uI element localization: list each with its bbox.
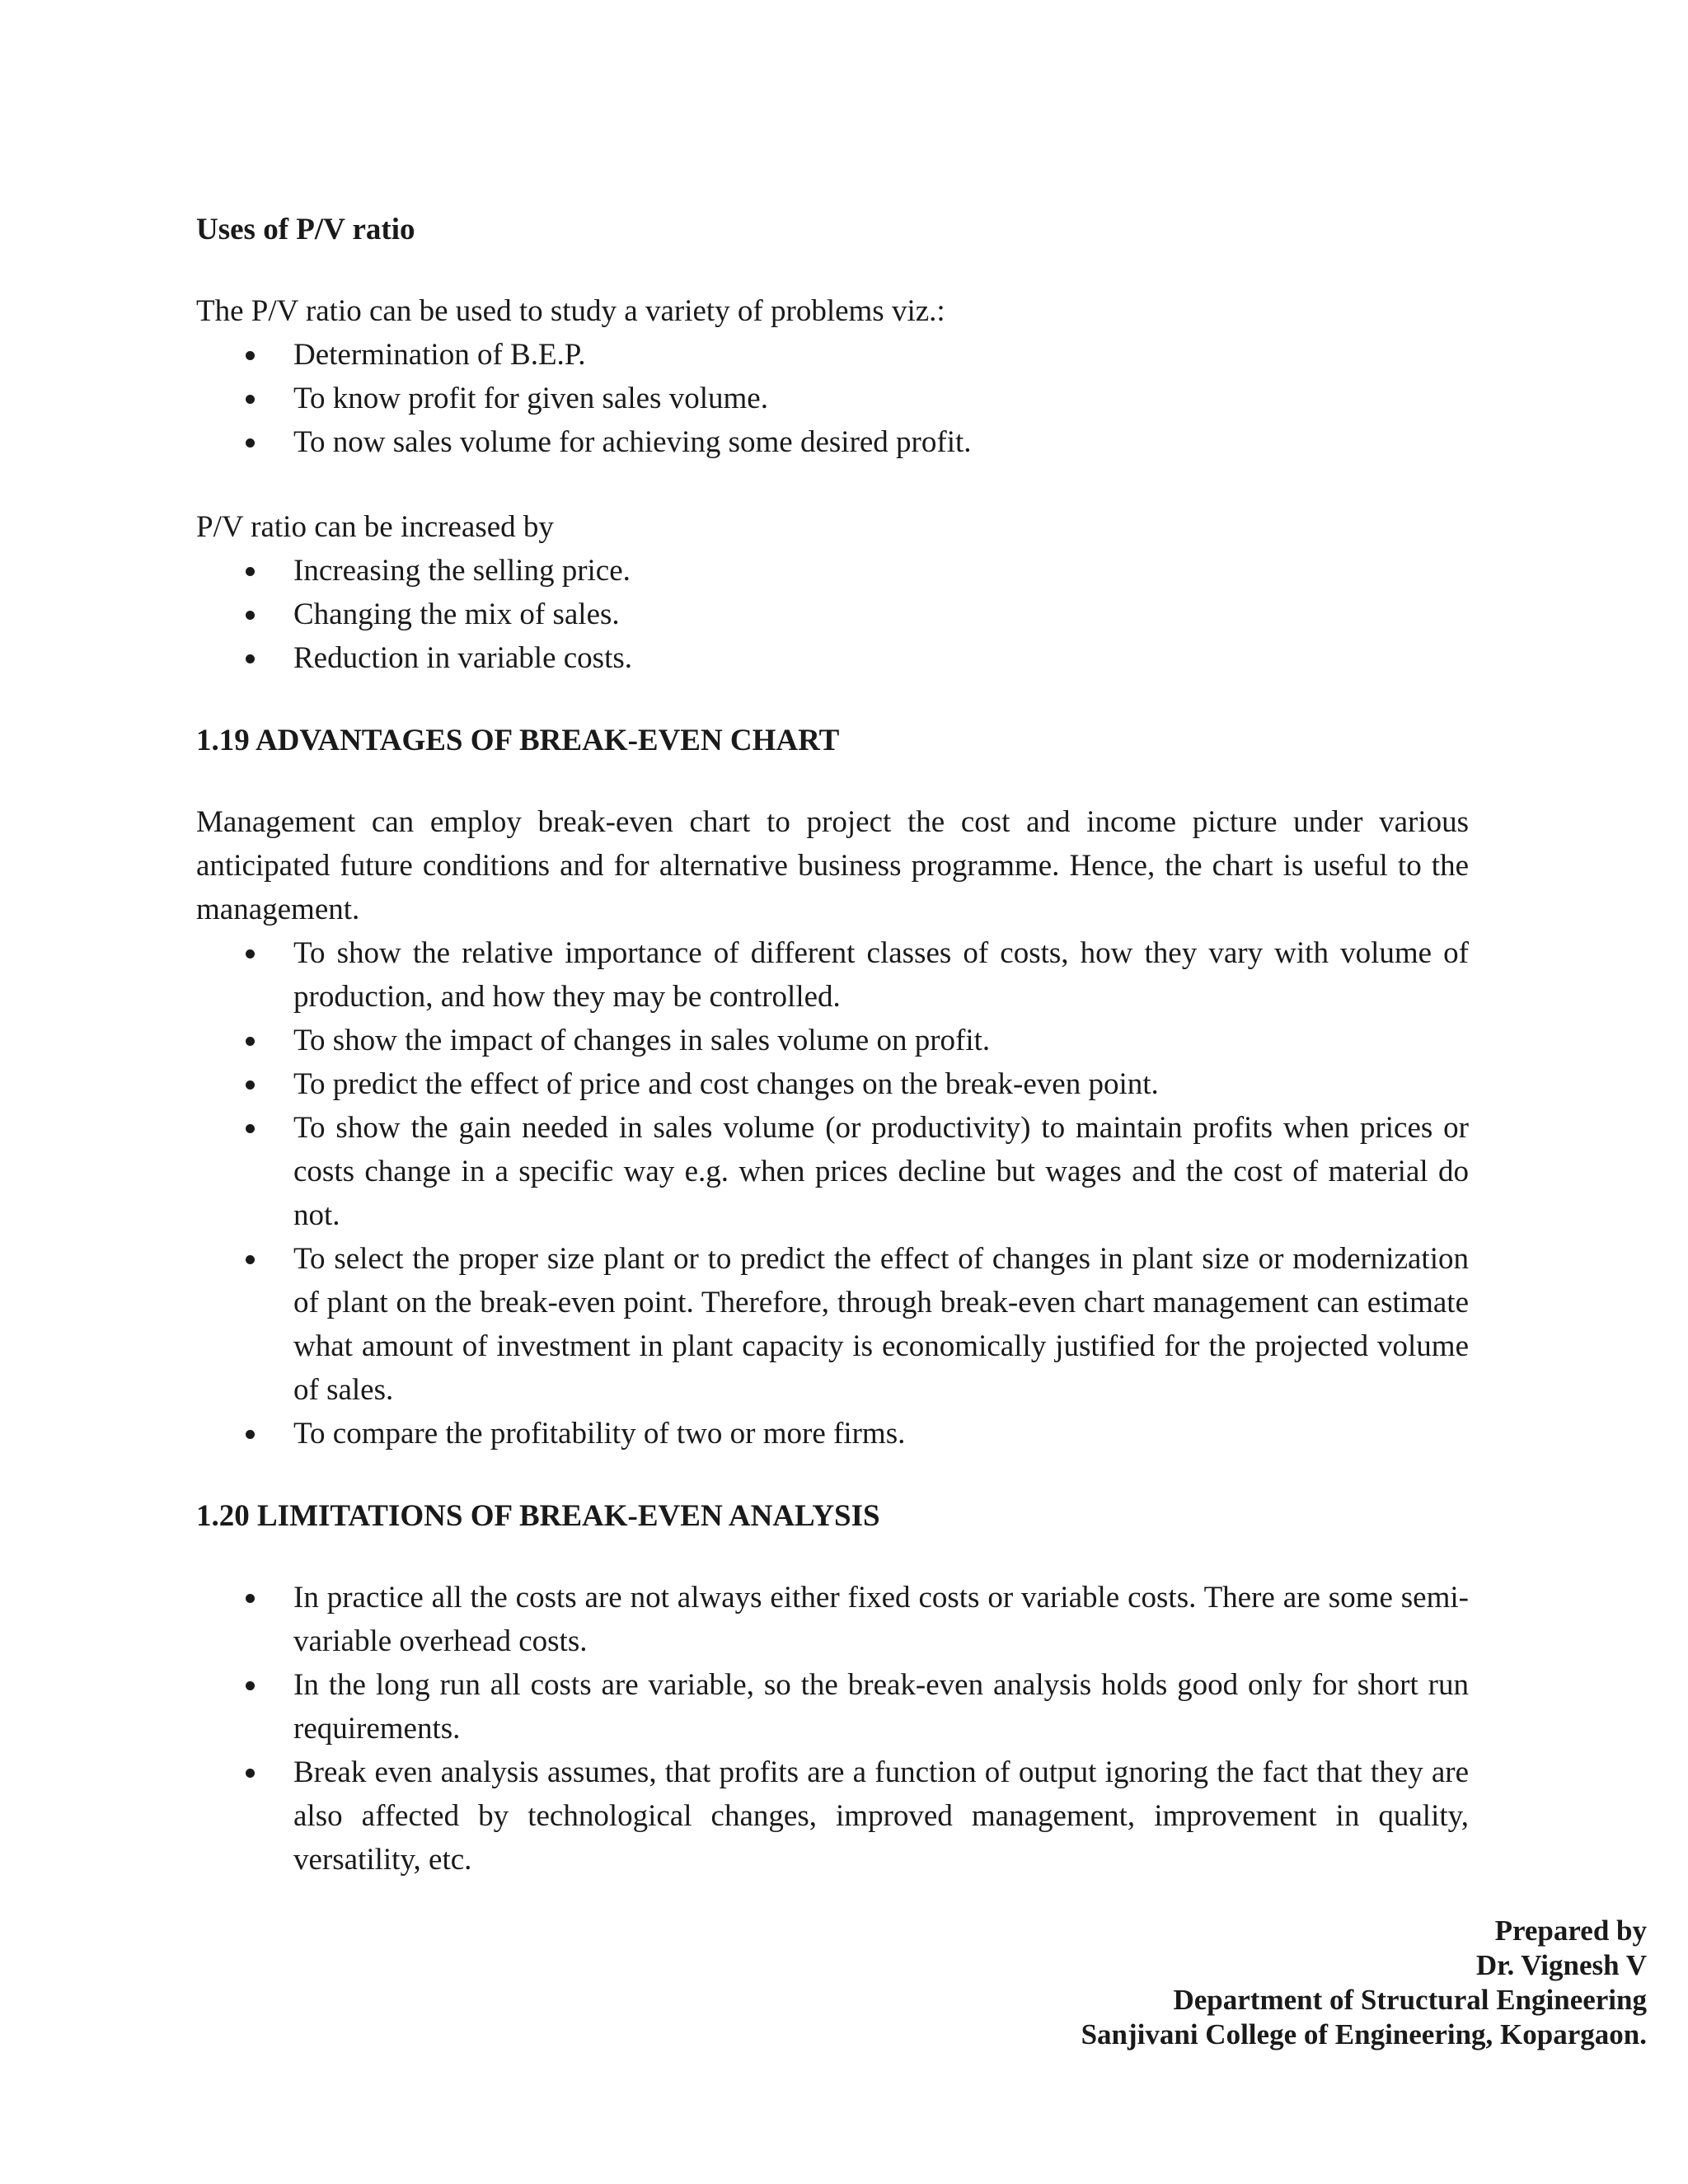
author-name: Dr. Vignesh V [1475, 1949, 1647, 1981]
list-item: In practice all the costs are not always either fixed costs or variable costs. There are some semi-variable overhead costs. [196, 1576, 1469, 1663]
bullet-icon [246, 567, 255, 576]
list-item: To show the gain needed in sales volume (or productivity) to maintain profits when prices or costs change in a specific way e.g. when prices decline but wages and the cost of material do not. [196, 1106, 1469, 1237]
author-signature-block [1081, 1914, 1647, 2052]
bullet-icon [246, 351, 255, 360]
college-name: Sanjivani College of Engineering, Kopargaon. [1081, 2018, 1647, 2050]
bullet-icon [246, 1037, 255, 1046]
advantages-intro: Management can employ break-even chart to project the cost and income picture under various anticipated future conditions and for alternative business programme. Hence, the chart is useful to the management. [196, 805, 1469, 926]
prepared-by-label: Prepared by [1494, 1915, 1647, 1947]
list-item: To compare the profitability of two or more firms. [196, 1412, 1469, 1455]
bullet-icon [246, 1681, 255, 1690]
pv-uses-heading: Uses of P/V ratio [196, 213, 415, 246]
pv-increase-list [196, 549, 1469, 680]
pv-increase-intro: P/V ratio can be increased by [196, 510, 554, 544]
list-item: To know profit for given sales volume. [196, 377, 1469, 420]
document-content [196, 210, 1469, 1882]
list-item: Increasing the selling price. [196, 549, 1469, 593]
list-item: To select the proper size plant or to predict the effect of changes in plant size or modernization of plant on the break-even point. Therefore, through break-even chart management can estimate what amount of investment in plant capacity is economically justified for the projected volume of sales. [196, 1237, 1469, 1412]
pv-uses-list [196, 333, 1469, 464]
bullet-icon [246, 654, 255, 663]
bullet-icon [246, 1769, 255, 1778]
bullet-icon [246, 1430, 255, 1439]
list-item: To show the impact of changes in sales volume on profit. [196, 1019, 1469, 1062]
bullet-icon [246, 949, 255, 958]
list-item: To show the relative importance of different classes of costs, how they vary with volume of production, and how they may be controlled. [196, 931, 1469, 1019]
list-item: In the long run all costs are variable, so the break-even analysis holds good only for short run requirements. [196, 1663, 1469, 1750]
list-item: To predict the effect of price and cost changes on the break-even point. [196, 1062, 1469, 1106]
limitations-list [196, 1576, 1469, 1882]
department-name: Department of Structural Engineering [1173, 1984, 1647, 2016]
bullet-icon [246, 438, 255, 448]
bullet-icon [246, 1124, 255, 1133]
bullet-icon [246, 1080, 255, 1090]
advantages-heading: 1.19 ADVANTAGES OF BREAK-EVEN CHART [196, 724, 840, 757]
bullet-icon [246, 1594, 255, 1603]
list-item: Determination of B.E.P. [196, 333, 1469, 377]
list-item: Changing the mix of sales. [196, 593, 1469, 636]
pv-uses-intro: The P/V ratio can be used to study a variety of problems viz.: [196, 294, 945, 328]
bullet-icon [246, 1255, 255, 1264]
advantages-list [196, 931, 1469, 1455]
bullet-icon [246, 395, 255, 404]
list-item: Break even analysis assumes, that profits are a function of output ignoring the fact that they are also affected by technological changes, improved management, improvement in quality, versatility, etc. [196, 1750, 1469, 1882]
list-item: To now sales volume for achieving some desired profit. [196, 420, 1469, 464]
bullet-icon [246, 611, 255, 620]
list-item: Reduction in variable costs. [196, 636, 1469, 680]
limitations-heading: 1.20 LIMITATIONS OF BREAK-EVEN ANALYSIS [196, 1499, 880, 1533]
